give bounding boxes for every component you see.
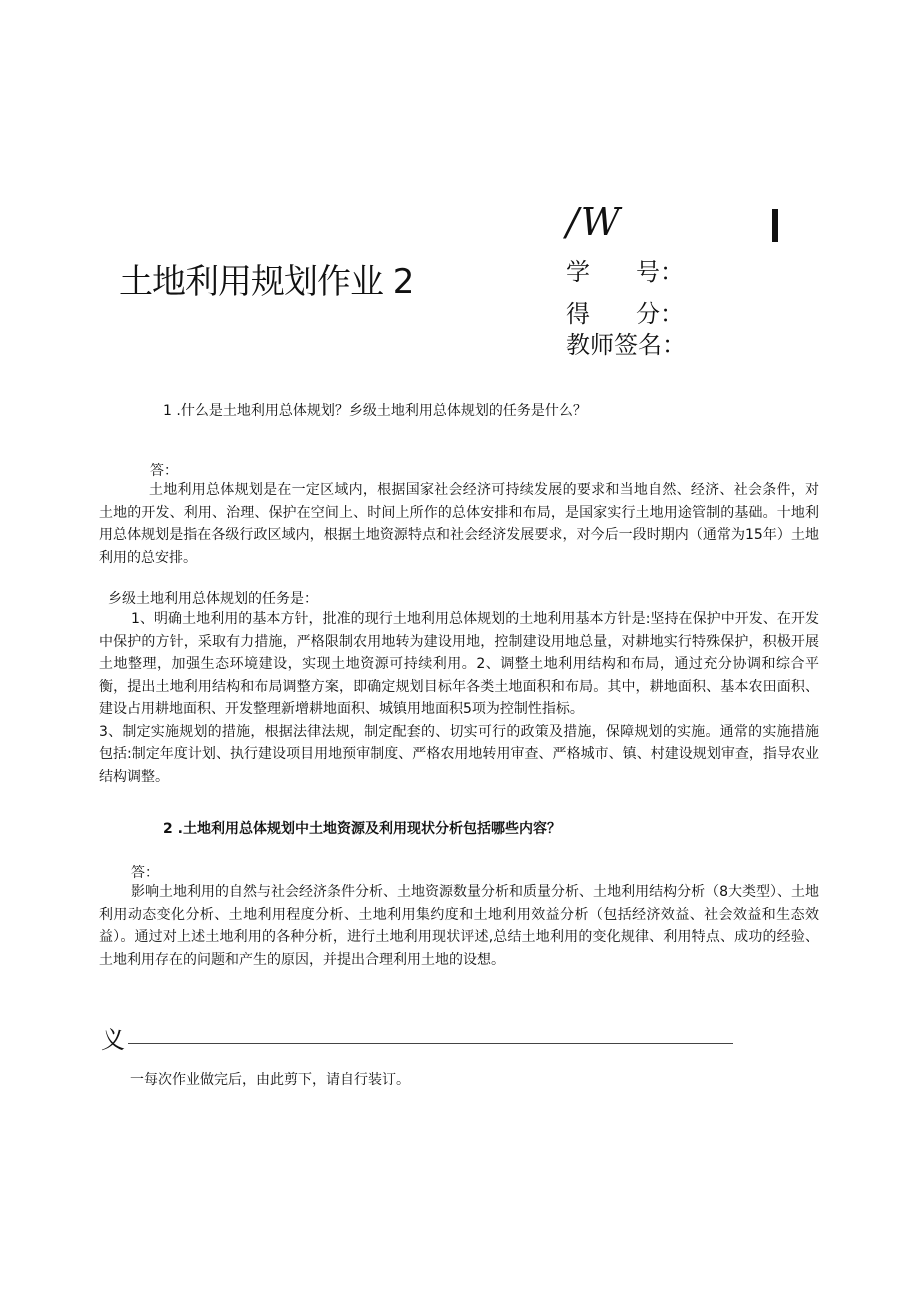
vertical-bar-mark <box>772 209 778 242</box>
handwritten-mark: /W <box>566 200 622 244</box>
answer-1-paragraph <box>99 479 819 569</box>
question-1 <box>163 400 587 420</box>
scissor-mark: 义 <box>101 1026 125 1054</box>
question-2-number: 2 <box>163 821 173 837</box>
student-id-label-a: 学 <box>566 258 590 286</box>
question-2 <box>163 818 561 838</box>
score-label-b: 分： <box>636 300 684 328</box>
teacher-signature-label: 教师签名： <box>566 331 686 359</box>
student-id-field <box>566 252 684 287</box>
score-label-a: 得 <box>566 300 590 328</box>
answer-2-label: 答： <box>131 865 159 881</box>
answer-1-text: 土地利用总体规划是在一定区域内，根据国家社会经济可持续发展的要求和当地自然、经济、社会条件，对土地的开发、利用、治理、保护在空间上、时间上所作的总体安排和布局，是国家实行土地用途管制的基础。十地利用总体规划是指在各级行政区域内，根据土地资源特点和社会经济发展要求，对今后一段时期内（通常为15年）土地利用的总安排。 <box>99 482 819 566</box>
question-1-number: 1 <box>163 403 172 419</box>
tasks-heading: 乡级土地利用总体规划的任务是： <box>108 591 318 607</box>
tasks-paragraph <box>99 608 819 788</box>
cut-line <box>128 1043 733 1044</box>
footer-note: 一每次作业做完后，由此剪下，请自行装订。 <box>130 1072 410 1088</box>
answer-2-paragraph <box>99 881 819 971</box>
answer-2-text: 影响土地利用的自然与社会经济条件分析、土地资源数量分析和质量分析、土地利用结构分析（8大类型）、土地利用动态变化分析、土地利用程度分析、土地利用集约度和土地利用效益分析（包括经济效益、社会效益和生态效益）。通过对上述土地利用的各种分析，进行土地利用现状评述,总结土地利用的变化规律、利用特点、成功的经验、土地利用存在的问题和产生的原因，并提出合理利用土地的设想。 <box>99 884 819 968</box>
student-id-label-b: 号： <box>636 258 684 286</box>
teacher-signature-field <box>566 325 686 360</box>
answer-1-label: 答： <box>150 463 178 479</box>
tasks-text-2: 3、制定实施规划的措施，根据法律法规，制定配套的、切实可行的政策及措施，保障规划的实施。通常的实施措施包括:制定年度计划、执行建设项目用地预审制度、严格农用地转用审查、严格城市、镇、村建设规划审查，指导农业结构调整。 <box>99 723 819 785</box>
page-title: 土地利用规划作业 2 <box>119 262 414 302</box>
score-field <box>566 294 684 329</box>
tasks-text: 1、明确土地利用的基本方针，批准的现行土地利用总体规划的土地利用基本方针是:坚持在保护中开发、在开发中保护的方针，采取有力措施，严格限制农用地转为建设用地，控制建设用地总量，对耕地实行特殊保护，积极开展土地整理，加强生态环境建设，实现土地资源可持续利用。2、调整土地利用结构和布局，通过充分协调和综合平衡，提出土地利用结构和布局调整方案，即确定规划目标年各类土地面积和布局。其中，耕地面积、基本农田面积、建设占用耕地面积、开发整理新增耕地面积、城镇用地面积5项为控制性指标。 <box>99 611 819 717</box>
question-1-text: .什么是土地利用总体规划？乡级土地利用总体规划的任务是什么？ <box>176 403 587 419</box>
question-2-text: .土地利用总体规划中土地资源及利用现状分析包括哪些内容？ <box>177 821 561 837</box>
